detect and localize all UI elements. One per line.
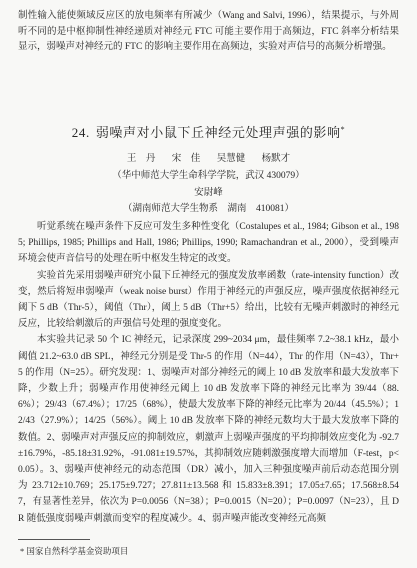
affiliation-2: （湖南师范大学生物系 湖南 410081） — [122, 204, 294, 214]
previous-article-tail: 制性输入能使频域反应区的放电频率有所减少（Wang and Salvi, 1996），结果提示，与外周听不同的是中枢抑制性神经递质对神经元 FTC 可能主要作用于高频边，FTC 斜率分析结果显示，弱噪声对神经元的 FTC 的影响主要作用在高频边，实验对声信号的高频分析增强。 — [18, 11, 399, 53]
author-list — [0, 153, 417, 165]
article-title-text: 弱噪声对小鼠下丘神经元处理声强的影响 — [95, 125, 341, 140]
body-paragraph-intro: 听觉系统在噪声条件下反应可发生多种性变化（Costalupes et al., 1984; Gibson et al., 1985; Phillips, 1985; Phillips and Hall, 1986; Phillips, 1990; Ramachandran et al., 2000），受到噪声环境会使声音信号的处理在听中枢发生特定的改变。 — [18, 222, 399, 265]
affiliation-1: （华中师范大学生命科学学院，武汉 430079） — [112, 171, 305, 181]
author-2: 安尉峰 — [194, 188, 223, 198]
footnote-rule — [18, 539, 90, 540]
author-name: 王 丹 — [126, 154, 156, 164]
footnote-marker: * — [340, 125, 346, 134]
author-name: 宋 佳 — [171, 154, 201, 164]
footnote: * 国家自然科学基金资助项目 — [20, 546, 129, 556]
body-paragraph-results: 本实验共记录 50 个 IC 神经元，记录深度 299~2034 μm，最佳频率 7.2~38.1 kHz，最小阈值 21.2~63.0 dB SPL，神经元分别是受 Thr-5 的作用（N=44），Thr 的作用（N=43），Thr+5 的作用（N=25）。研究发现：1、弱噪声对部分神经元的阈上 10 dB 发放率和最大发放率下降，少数上升；弱噪声作用使神经元阈上 10 dB 发放率下降的神经元比率为 39/44（88.6%）；29/43（67.4%）；17/25（68%），使最大发放率下降的神经元比率为 20/44（45.5%）；12/43（27.9%）；14/25（56%）。阈上 10 dB 发放率下降的神经元数均大于最大发放率下降的数值。2、弱噪声对声强反应的抑制效应，刺激声上弱噪声强度的平均抑制效应变化为 -92.7±16.79%，-85.18±31.92%，-91.081±19.57%，其抑制效应随刺激强度增大而增加（F-test，p<0.05）。3、弱噪声使神经元的动态范围（DR）减小，加入三种强度噪声前后动态范围分别为 23.712±10.769；25.175±9.727；27.811±13.568 和 15.833±8.391；17.05±7.65；17.568±8.547，有显著性差异，依次为 P=0.0056（N=38）；P=0.0015（N=20）；P=0.0097（N=23），且 DR 随低强度弱噪声刺激而变窄的程度减少。4、弱声噪声能改变神经元高频 — [18, 335, 399, 524]
author-name: 杨默才 — [261, 154, 291, 164]
article-title — [0, 122, 417, 141]
article-number: 24. — [71, 125, 90, 140]
author-name: 吴慧健 — [216, 154, 246, 164]
body-paragraph-method: 实验首先采用弱噪声研究小鼠下丘神经元的强度发放率函数（rate-intensity function）改变，然后将短串弱噪声（weak noise burst）作用于神经元的声强反应，噪声强度依据神经元阈下 5 dB（Thr-5），阈值（Thr），阈上 5 dB（Thr+5）给出，比较有无噪声刺激时的神经元反应，比较给刺激后的声强信号处理的强度变化。 — [18, 270, 399, 330]
article-body — [18, 219, 399, 527]
